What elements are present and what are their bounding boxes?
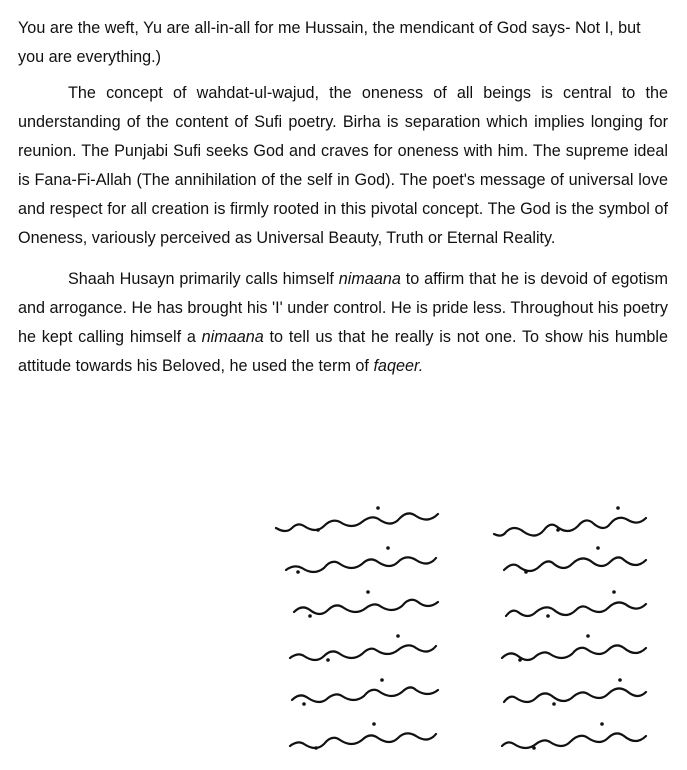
italic-term: faqeer. — [373, 357, 424, 375]
urdu-verse-image — [258, 500, 658, 762]
paragraph-wahdat-ul-wajud — [18, 79, 668, 253]
verse-line-2 — [286, 546, 646, 574]
text-run: You are the weft, Yu are all-in-all for me Hussain, the mendicant of God says- Not I, but you are everything.) — [18, 19, 641, 66]
text-run: to affirm that he is devoid of egotism and arrogance. He has brought his 'I' under control. He is pride less. Throughout his poetry he kept calling himself a — [18, 270, 669, 346]
paragraph-verse-translation — [18, 14, 668, 72]
italic-term: nimaana — [201, 328, 264, 346]
paragraph-shaah-husayn — [18, 265, 668, 381]
verse-line-4 — [290, 634, 646, 662]
urdu-verse-calligraphy — [258, 500, 658, 762]
verse-line-1 — [276, 506, 646, 535]
text-run: Shaah Husayn primarily calls himself — [68, 270, 339, 288]
text-run: to tell us that he really is not one. To show his humble attitude towards his Beloved, he used the term of — [18, 328, 668, 375]
document-page — [18, 14, 668, 381]
text-run: The concept of wahdat-ul-wajud, the oneness of all beings is central to the understanding of the content of Sufi poetry. Birha is separation which implies longing for reunion. The Punjabi Sufi seeks God and craves for oneness with him. The supreme ideal is Fana-Fi-Allah (The annihilation of the self in God). The poet's message of universal love and respect for all creation is firmly rooted in this pivotal concept. The God is the symbol of Oneness, variously perceived as Universal Beauty, Truth or Eternal Reality. — [18, 84, 668, 247]
italic-term: nimaana — [338, 270, 401, 288]
verse-line-5 — [292, 678, 646, 706]
verse-line-6 — [290, 722, 646, 750]
verse-line-3 — [294, 590, 646, 618]
